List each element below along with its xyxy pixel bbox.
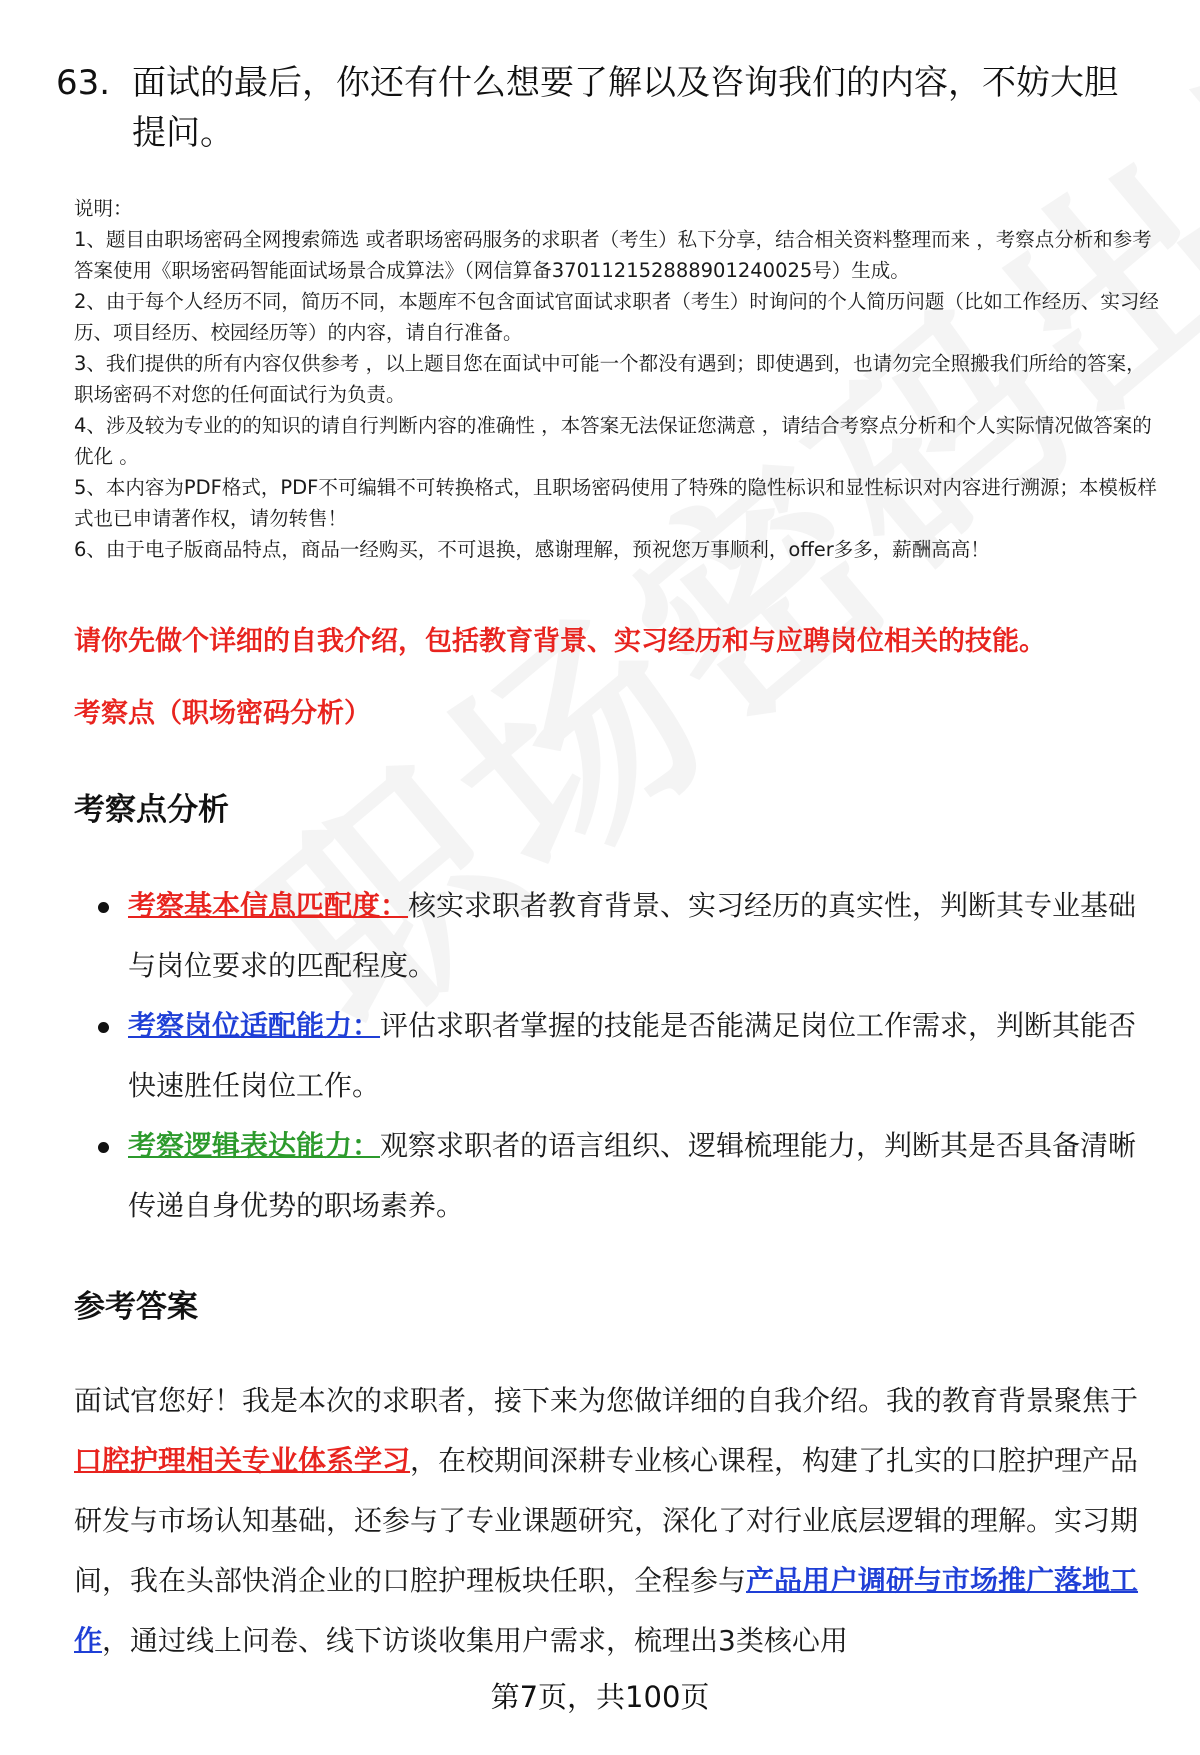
note-item: 3、我们提供的所有内容仅供参考 ，以上题目您在面试中可能一个都没有遇到；即使遇到，也请勿完全照搬我们所给的答案，职场密码不对您的任何面试行为负责。	[74, 352, 1146, 406]
note-item: 4、涉及较为专业的的知识的请自行判断内容的准确性 ，本答案无法保证您满意 ，请结合考察点分析和个人实际情况做答案的优化 。	[74, 414, 1152, 468]
question-text: 面试的最后，你还有什么想要了解以及咨询我们的内容，不妨大胆提问。	[132, 63, 1118, 153]
question-title	[56, 58, 1146, 158]
bullet-label: 考察岗位适配能力：	[128, 1009, 381, 1042]
answer-text: ，通过线上问卷、线下访谈收集用户需求，梳理出3类核心用	[102, 1624, 848, 1657]
bullet-label: 考察基本信息匹配度：	[128, 889, 409, 922]
bullet-text: 观察求职者的语言组织、逻辑梳理能力，判断其是否具备清晰传递自身优势的职场素养。	[128, 1129, 1137, 1222]
sub-heading: 考察点（职场密码分析）	[74, 698, 371, 729]
bullet-text: 评估求职者掌握的技能是否能满足岗位工作需求，判断其能否快速胜任岗位工作。	[128, 1009, 1137, 1102]
notes-title: 说明：	[74, 197, 133, 220]
bullet-text: 核实求职者教育背景、实习经历的真实性，判断其专业基础与岗位要求的匹配程度。	[128, 889, 1137, 982]
answer-highlight: 产品用户调研与市场推广落地工作	[74, 1564, 1139, 1657]
bullet-dot-icon	[98, 1142, 109, 1153]
list-item	[96, 1116, 1146, 1236]
question-number: 63.	[56, 63, 111, 103]
note-item: 6、由于电子版商品特点，商品一经购买，不可退换，感谢理解，预祝您万事顺利，offer多多，薪酬高高！	[74, 538, 990, 561]
list-item	[96, 996, 1146, 1116]
answer-paragraph	[74, 1371, 1154, 1671]
note-item: 1、题目由职场密码全网搜索筛选 或者职场密码服务的求职者（考生）私下分享，结合相关资料整理而来 ，考察点分析和参考答案使用《职场密码智能面试场景合成算法》（网信算备370112152888901240025号）生成。	[74, 228, 1152, 282]
note-item: 2、由于每个人经历不同，简历不同，本题库不包含面试官面试求职者（考生）时询问的个人简历问题（比如工作经历、实习经历、项目经历、校园经历等）的内容，请自行准备。	[74, 290, 1159, 344]
bullet-dot-icon	[98, 1022, 109, 1033]
bullet-dot-icon	[98, 902, 109, 913]
answer-text: 面试官您好！我是本次的求职者，接下来为您做详细的自我介绍。我的教育背景聚焦于	[74, 1384, 1139, 1417]
analysis-heading: 考察点分析	[74, 792, 229, 828]
analysis-list	[96, 876, 1146, 1236]
list-item	[96, 876, 1146, 996]
disclaimer-notes	[74, 193, 1164, 565]
note-item: 5、本内容为PDF格式，PDF不可编辑不可转换格式，且职场密码使用了特殊的隐性标识和显性标识对内容进行溯源；本模板样式也已申请著作权，请勿转售！	[74, 476, 1157, 530]
answer-highlight: 口腔护理相关专业体系学习	[74, 1444, 411, 1477]
page-footer: 第7页，共100页	[490, 1680, 710, 1714]
answer-text: ，在校期间深耕专业核心课程，构建了扎实的口腔护理产品研发与市场认知基础，还参与了专业课题研究，深化了对行业底层逻辑的理解。实习期间，我在头部快消企业的口腔护理板块任职，全程参与	[74, 1444, 1139, 1597]
bullet-label: 考察逻辑表达能力：	[128, 1129, 381, 1162]
sub-question: 请你先做个详细的自我介绍，包括教育背景、实习经历和与应聘岗位相关的技能。	[74, 626, 1046, 657]
answer-heading: 参考答案	[74, 1289, 198, 1325]
